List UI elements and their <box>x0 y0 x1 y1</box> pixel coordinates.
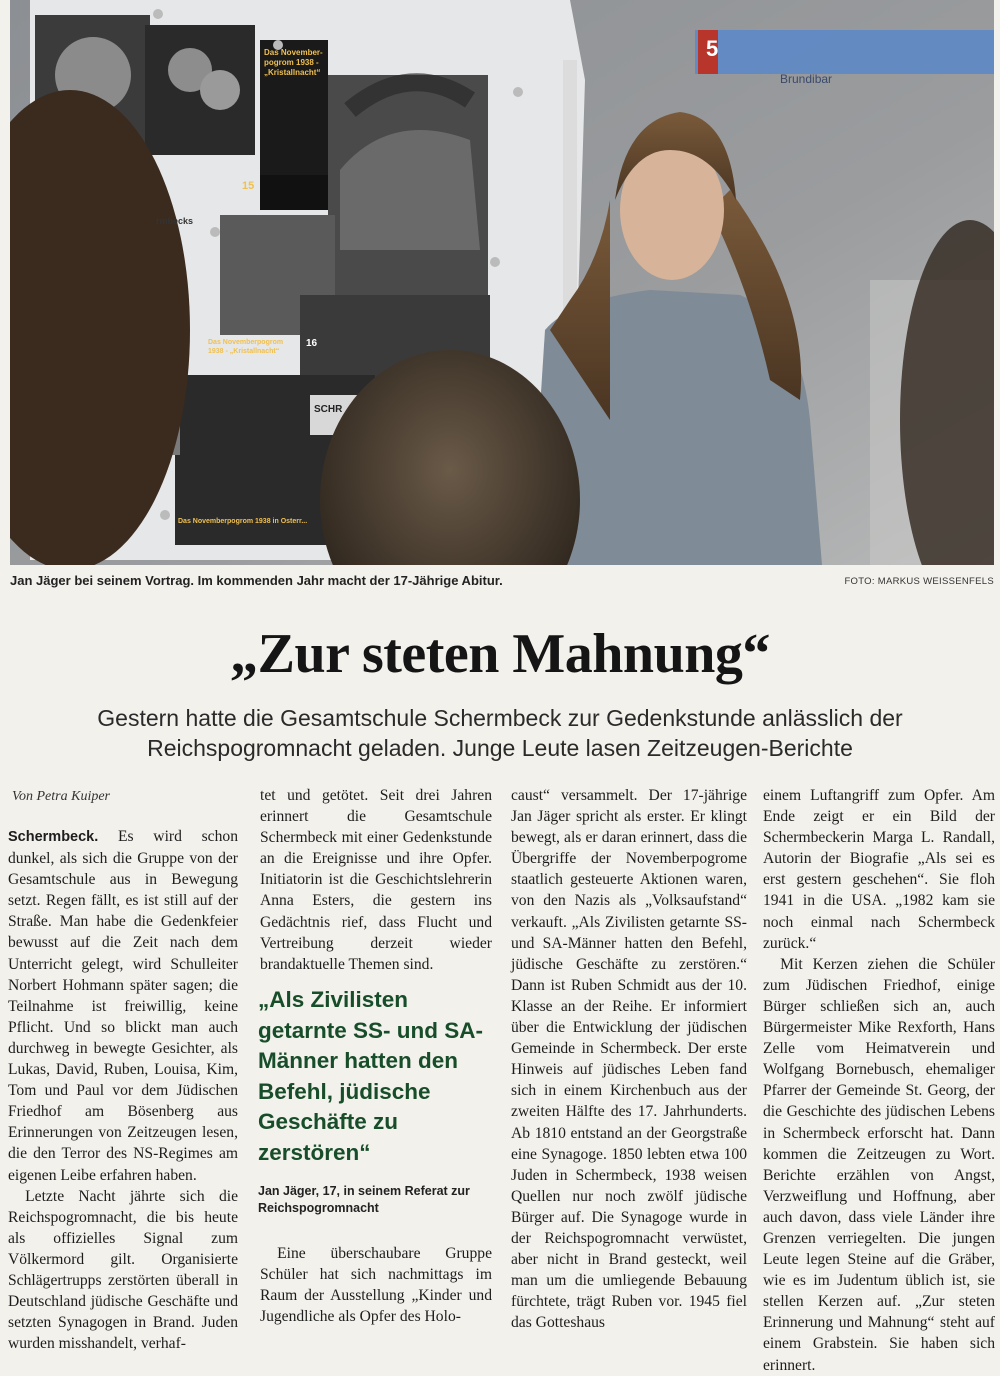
photo-caption: Jan Jäger bei seinem Vortrag. Im kommenden Jahr macht der 17-Jährige Abitur. <box>10 573 503 588</box>
exhibition-banner <box>695 30 994 74</box>
photo-illustration <box>10 0 994 565</box>
paragraph: Eine überschaubare Gruppe Schüler hat sich nachmittags im Raum der Ausstellung „Kinder und Jugendliche als Opfer des Holo- <box>260 1245 492 1326</box>
byline: Von Petra Kuiper <box>12 789 110 804</box>
paragraph: Letzte Nacht jährte sich die Reichspogromnacht, die bis heute als offizielles Signal zum Völkermord gilt. Organisierte Schlägertrupps zerstörten überall in Deutschland jüdische Geschäfte und setzten Synagogen in Brand. Juden wurden misshandelt, verhaf- <box>8 1187 238 1353</box>
article-column-2-bottom <box>260 1243 492 1327</box>
board-number-16: 16 <box>306 338 318 349</box>
article-column-4 <box>763 785 995 1376</box>
pull-quote: „Als Zivilisten getarnte SS- und SA-Männer hatten den Befehl, jüdische Geschäfte zu zerstören“ <box>258 987 484 1165</box>
board-label-2: Das Novemberpogrom 1938 - „Kristallnacht“ <box>208 339 284 355</box>
panel-number: 5 <box>706 36 719 61</box>
paragraph: einem Luftangriff zum Opfer. Am Ende zeigt er ein Bild der Schermbeckerin Marga L. Randall, Autorin der Biografie „Als sei es erst gestern geschehen“. Sie floh 1941 in die USA. „1982 kam sie noch einmal nach Schermbeck zurück.“ <box>763 787 995 952</box>
paragraph <box>8 826 238 1186</box>
article-column-1 <box>8 826 238 1354</box>
article-headline: „Zur steten Mahnung“ <box>230 623 770 685</box>
board-side-text: rmbecks <box>156 216 194 226</box>
subhead-line-1: Gestern hatte die Gesamtschule Schermbeck zur Gedenkstunde anlässlich der <box>97 705 903 731</box>
shop-sign: SCHR <box>314 404 343 415</box>
dateline: Schermbeck. <box>8 829 99 845</box>
paragraph: tet und getötet. Seit drei Jahren erinnert die Gesamtschule Schermbeck mit einer Gedenkstunde an die Ereignisse und ihre Opfer. Initiatorin ist die Geschichtslehrerin Anna Esters, die gestern ins Gedächtnis rief, dass Flucht und Vertreibung derzeit wieder brandaktuelle Themen sind. <box>260 787 492 973</box>
paragraph: Mit Kerzen ziehen die Schüler zum Jüdischen Friedhof, einige Bürger schließen sich an, auch Bürgermeister Mike Rexforth, Hans Zelle vom Heimatverein und Wolfgang Bornebusch, ehemaliger Pfarrer der Gemeinde St. Georg, der die Geschichte des jüdischen Lebens in Schermbeck erforscht hat. Dann kommen die Zeitzeugen zu Wort. Berichte erzählen von Angst, Verzweiflung und Hoffnung, aber auch davon, dass viele Länder ihre Grenzen verriegelten. Die jungen Leute legen Steine auf die Gräber, wie es im Judentum üblich ist, sie stellen Kerzen auf. „Zur steten Erinnerung und Mahnung“ steht auf einem Grabstein. Sie haben sich erinnert. <box>763 955 995 1374</box>
article-photo <box>10 0 994 565</box>
photo-caption-row <box>10 570 994 592</box>
paragraph: caust“ versammelt. Der 17-jährige Jan Jäger spricht als erster. Er klingt bewegt, als er daran erinnert, dass die Übergriffe der Novemberpogrome staatlich gesteuerte Aktionen waren, von den Nazis als „Volksaufstand“ verkauft. „Als Zivilisten getarnte SS- und SA-Männer hatten den Befehl, jüdische Geschäfte zu zerstören.“ Dann ist Ruben Schmidt aus der 10. Klasse an der Reihe. Er informiert über die Entwicklung der jüdischen Gemeinde in Schermbeck. Der erste Hinweis auf jüdisches Leben fand sich in einem Kirchenbuch aus der zweiten Hälfte des 17. Jahrhunderts. Ab 1810 entstand an der Georgstraße eine Synagoge. 1850 lebten etwa 100 Juden in Schermbeck, 1938 weisen Quellen nur noch zwölf jüdische Bürger auf. Die Synagoge wurde in der Reichspogromnacht verwüstet, aber nicht in Brand gesteckt, weil man um die umliegende Bebauung fürchtete, trägt Ruben vor. 1945 fiel das Gotteshaus <box>511 787 747 1332</box>
paragraph-text: Es wird schon dunkel, als sich die Gruppe von der Gesamtschule aus in Bewegung setzt. Regen fällt, es ist still auf der Straße. Man habe die Gedenkfeier bewusst auf die Zeit nach dem Unterricht gelegt, wird Schulleiter Norbert Hohmann später sagen; die Teilnahme ist freiwillig, keine Pflicht. Und so blickt man auch durchweg in bewegte Gesichter, als Lukas, David, Ruben, Louisa, Kim, Tom und Paul vor dem Jüdischen Friedhof am Bösenberg aus Erinnerungen von Zeitzeugen lesen, die den Terror des NS-Regimes am eigenen Leibe erfahren haben. <box>8 828 238 1184</box>
board-number-15: 15 <box>242 180 255 192</box>
board-label-3: Das Novemberpogrom 1938 in Osterr... <box>178 518 308 525</box>
article-column-2-top <box>260 785 492 975</box>
subhead-line-2: Reichspogromnacht geladen. Junge Leute lasen Zeitzeugen-Berichte <box>147 735 853 761</box>
panel-title: Brundibar <box>780 72 833 86</box>
photo-credit: FOTO: MARKUS WEISSENFELS <box>844 576 994 587</box>
pull-quote-source: Jan Jäger, 17, in seinem Referat zur Reichspogromnacht <box>258 1184 470 1215</box>
article-subhead <box>20 703 980 763</box>
board-title: Das November-pogrom 1938 - „Kristallnacht“ <box>264 48 323 77</box>
article-column-3 <box>511 785 747 1333</box>
